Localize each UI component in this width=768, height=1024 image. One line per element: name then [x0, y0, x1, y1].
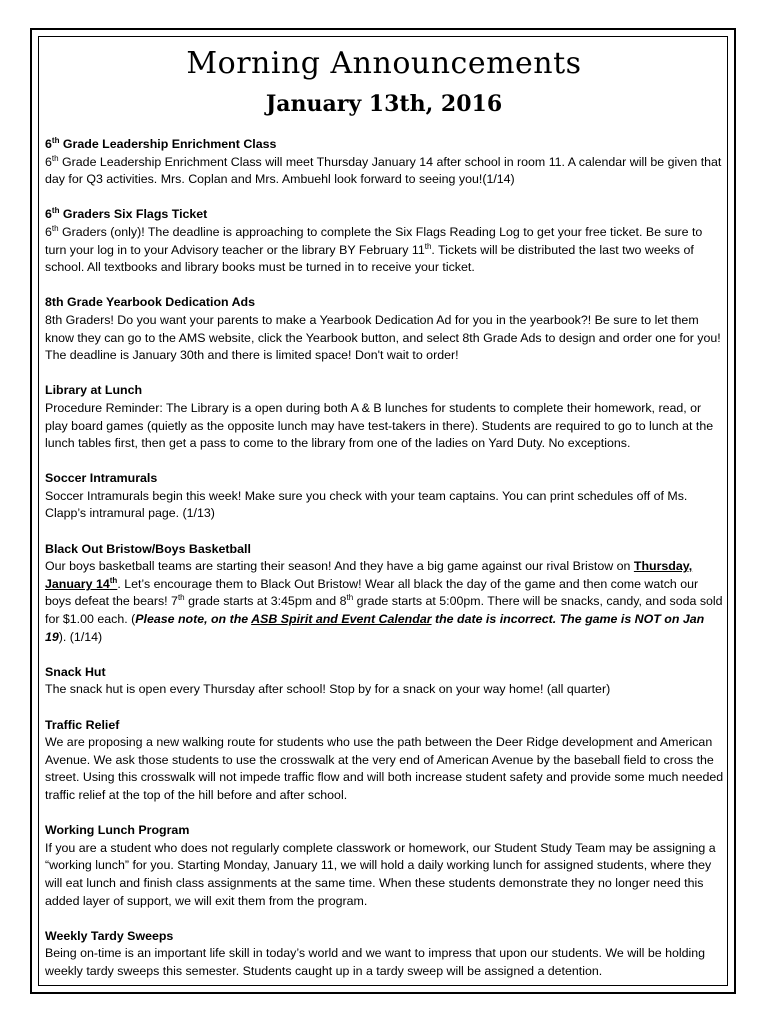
announcement-body: Being on-time is an important life skill in today’s world and we want to impress that upon our students. We will be holding weekly tardy sweeps this semester. Students caught up in a tardy sweep will be assigned a detention.	[45, 946, 706, 978]
announcement-soccer-intramurals	[45, 470, 725, 523]
page-title: Morning Announcements	[186, 46, 582, 81]
announcement-heading: Black Out Bristow/Boys Basketball	[45, 541, 251, 556]
announcement-library-lunch	[45, 382, 725, 452]
announcement-black-out-bristow	[45, 541, 725, 647]
announcement-body: Soccer Intramurals begin this week! Make sure you check with your team captains. You can print schedules off of Ms. Clapp’s intramural page. (1/13)	[45, 488, 688, 521]
announcement-heading: 6th Grade Leadership Enrichment Class	[45, 135, 277, 151]
announcement-body: The snack hut is open every Thursday after school! Stop by for a snack on your way home! (all quarter)	[45, 682, 611, 697]
announcement-heading: Soccer Intramurals	[45, 471, 158, 486]
announcement-six-flags	[45, 206, 725, 276]
announcement-body: 6th Graders (only)! The deadline is approaching to complete the Six Flags Reading Log to get your free ticket. Be sure to turn your log in to your Advisory teacher or the library BY February 11th. Tickets will be distributed the last two weeks of school. All textbooks and library books must be turned in to receive your ticket.	[45, 223, 703, 275]
announcement-heading: 8th Grade Yearbook Dedication Ads	[45, 295, 256, 310]
announcement-heading: Traffic Relief	[45, 717, 120, 732]
announcement-snack-hut	[45, 664, 725, 699]
announcement-tardy-sweeps	[45, 928, 725, 981]
announcement-heading: Weekly Tardy Sweeps	[45, 928, 174, 943]
announcement-traffic-relief	[45, 717, 725, 805]
announcement-heading: 6th Graders Six Flags Ticket	[45, 206, 208, 222]
announcement-yearbook-ads	[45, 294, 725, 364]
announcement-body: Our boys basketball teams are starting their season! And they have a big game against our rival Bristow on Thursday, January 14th. Let’s encourage them to Black Out Bristow! Wear all black the day of the game and then come watch our boys defeat the bears! 7th grade starts at 3:45pm and 8th grade starts at 5:00pm. There will be snacks, candy, and soda sold for $1.00 each. (Please note, on the ASB Spirit and Event Calendar the date is incorrect. The game is NOT on Jan 19). (1/14)	[45, 559, 723, 644]
announcement-body: If you are a student who does not regularly complete classwork or homework, our Student Study Team may be assigning a “working lunch” for you. Starting Monday, January 11, we will hold a daily working lunch for assigned students, where they will eat lunch and finish class assignments at the same time. When these students demonstrate they no longer need this added layer of support, we will exit them from the program.	[45, 840, 716, 908]
announcement-body: Procedure Reminder: The Library is a open during both A & B lunches for students to complete their homework, read, or play board games (quietly as the opposite lunch may have test-takers in there). Students are required to go to lunch at the lunch tables first, then get a pass to come to the library from one of the ladies on Yard Duty. No exceptions.	[45, 400, 714, 451]
announcement-heading: Snack Hut	[45, 664, 106, 679]
announcement-working-lunch	[45, 822, 725, 910]
announcement-heading: Library at Lunch	[45, 383, 143, 398]
page-date: January 13th, 2016	[265, 91, 503, 117]
announcement-body: 6th Grade Leadership Enrichment Class will meet Thursday January 14 after school in room 11. A calendar will be given that day for Q3 activities. Mrs. Coplan and Mrs. Ambuehl look forward to seeing you!(1/14)	[45, 153, 722, 187]
calendar-note: Please note, on the ASB Spirit and Event Calendar the date is incorrect. The game is NOT on Jan 19	[45, 612, 705, 644]
announcement-leadership-class	[45, 136, 725, 189]
announcement-heading: Working Lunch Program	[45, 823, 190, 838]
game-date-emphasis: Thursday, January 14th	[45, 559, 693, 591]
announcements-body	[45, 136, 725, 998]
announcement-body: 8th Graders! Do you want your parents to make a Yearbook Dedication Ad for you in the yearbook?! Be sure to let them know they can go to the AMS website, click the Yearbook button, and select 8th Grade Ads to design and order one for you! The deadline is January 30th and there is limited space! Don't wait to order!	[45, 312, 721, 363]
announcement-body: We are proposing a new walking route for students who use the path between the Deer Ridge development and American Avenue. We ask those students to use the crosswalk at the very end of American Avenue by the baseball field to cross the street. Using this crosswalk will not impede traffic flow and will both increase student safety and provide some much needed traffic relief at the top of the hill before and after school.	[45, 735, 724, 802]
